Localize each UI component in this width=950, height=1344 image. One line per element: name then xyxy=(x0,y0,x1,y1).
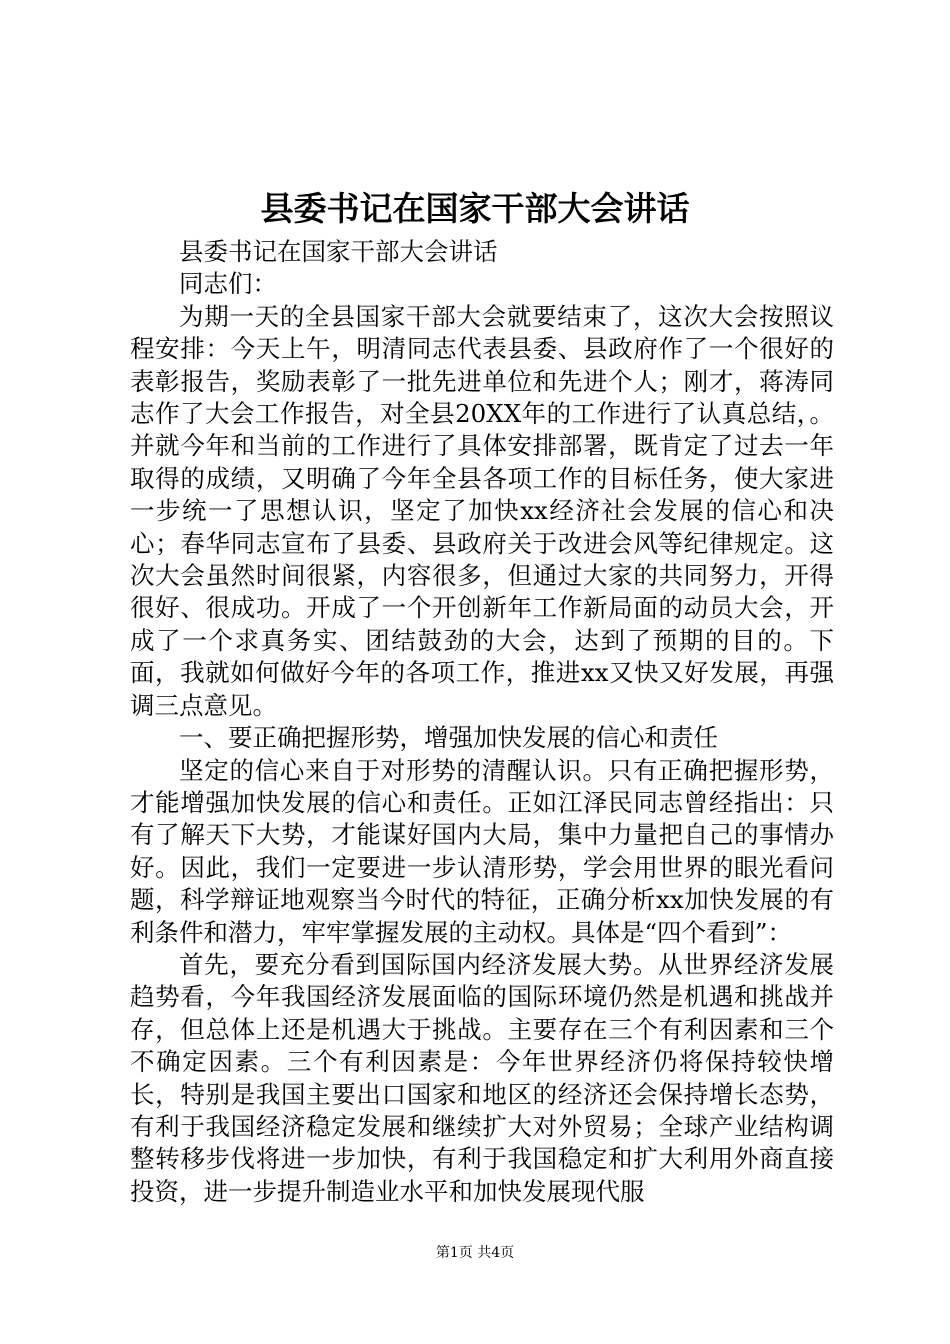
section-heading-1: 一、要正确把握形势，增强加快发展的信心和责任 xyxy=(179,723,718,753)
paragraph-intro: 为期一天的全县国家干部大会就要结束了，这次大会按照议程安排：今天上午，明清同志代表县委、县政府作了一个很好的表彰报告，奖励表彰了一批先进单位和先进个人；刚才，蒋涛同志作了大会工作报告，对全县20XX年的工作进行了认真总结，。并就今年和当前的工作进行了具体安排部署，既肯定了过去一年取得的成绩，又明确了今年全县各项工作的目标任务，使大家进一步统一了思想认识，坚定了加快xx经济社会发展的信心和决心；春华同志宣布了县委、县政府关于改进会风等纪律规定。这次大会虽然时间很紧，内容很多，但通过大家的共同努力，开得很好、很成功。开成了一个开创新年工作新局面的动员大会，开成了一个求真务实、团结鼓劲的大会，达到了预期的目的。下面，我就如何做好今年的各项工作，推进xx又快又好发展，再强调三点意见。 xyxy=(130,301,834,720)
page-footer: 第1页 共4页 xyxy=(435,1245,515,1261)
subtitle-line: 县委书记在国家干部大会讲话 xyxy=(179,237,498,266)
document-title: 县委书记在国家干部大会讲话 xyxy=(260,189,690,228)
paragraph-confidence: 坚定的信心来自于对形势的清醒认识。只有正确把握形势，才能增强加快发展的信心和责任。正如江泽民同志曾经指出：只有了解天下大势，才能谋好国内大局，集中力量把自己的事情办好。因此，我们一定要进一步认清形势，学会用世界的眼光看问题，科学辩证地观察当今时代的特征，正确分析xx加快发展的有利条件和潜力，牢牢掌握发展的主动权。具体是“四个看到”： xyxy=(130,755,834,947)
paragraph-first-point: 首先，要充分看到国际国内经济发展大势。从世界经济发展趋势看，今年我国经济发展面临的国际环境仍然是机遇和挑战并存，但总体上还是机遇大于挑战。主要存在三个有利因素和三个不确定因素。三个有利因素是：今年世界经济仍将保持较快增长，特别是我国主要出口国家和地区的经济还会保持增长态势，有利于我国经济稳定发展和继续扩大对外贸易；全球产业结构调整转移步伐将进一步加快，有利于我国稳定和扩大利用外商直接投资，进一步提升制造业水平和加快发展现代服 xyxy=(130,949,834,1206)
document-body xyxy=(130,236,834,1208)
salutation: 同志们： xyxy=(179,269,277,299)
